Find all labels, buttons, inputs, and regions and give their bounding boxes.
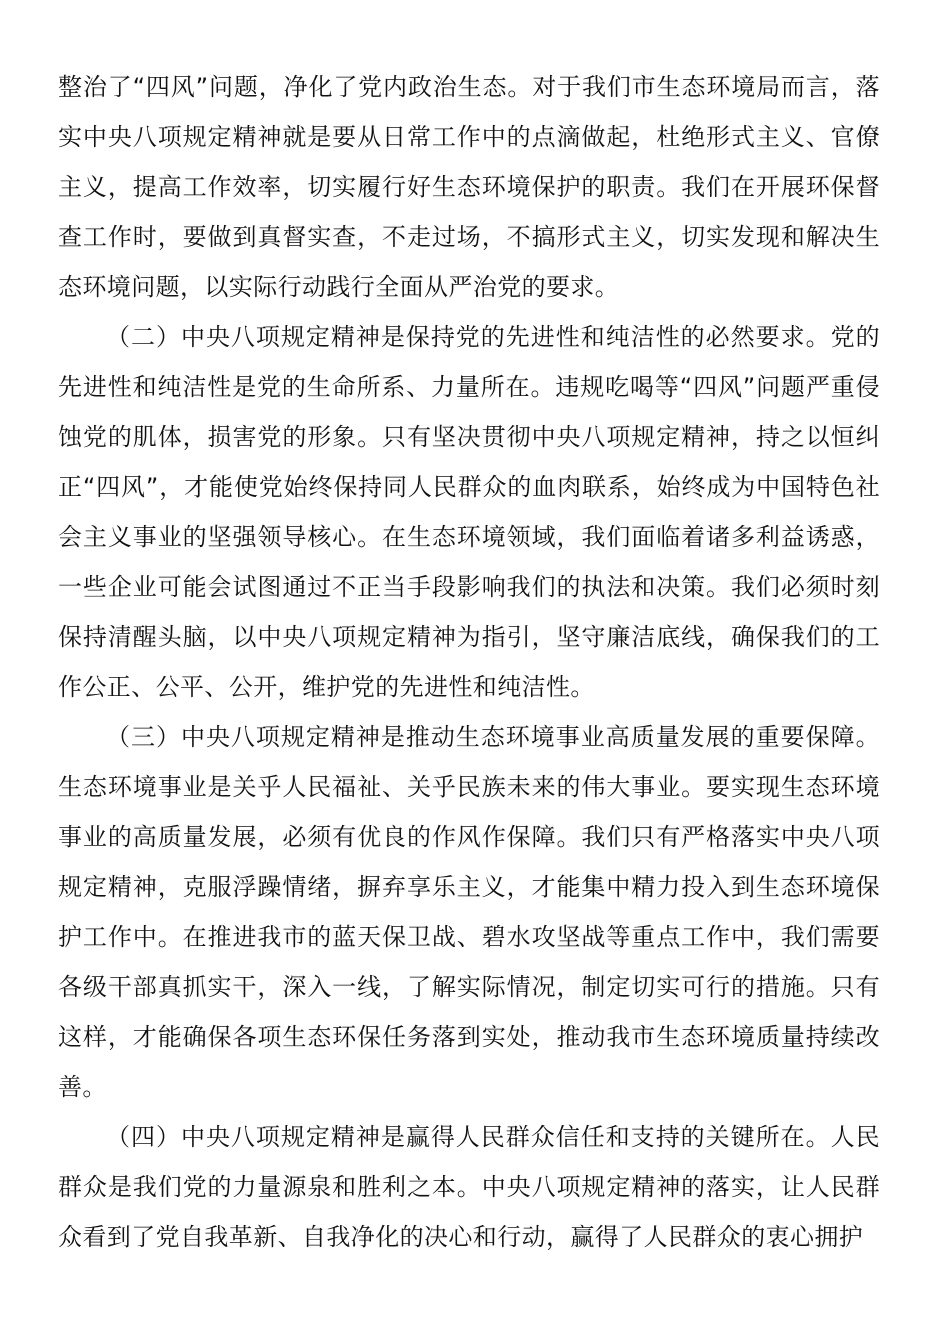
- document-body: [58, 62, 880, 1262]
- paragraph-section-4: （四）中央八项规定精神是赢得人民群众信任和支持的关键所在。人民群众是我们党的力量源泉和胜利之本。中央八项规定精神的落实，让人民群众看到了党自我革新、自我净化的决心和行动，赢得了人民群众的衷心拥护: [58, 1123, 880, 1251]
- paragraph-section-2: （二）中央八项规定精神是保持党的先进性和纯洁性的必然要求。党的先进性和纯洁性是党的生命所系、力量所在。违规吃喝等“四风”问题严重侵蚀党的肌体，损害党的形象。只有坚决贯彻中央八项规定精神，持之以恒纠正“四风”，才能使党始终保持同人民群众的血肉联系，始终成为中国特色社会主义事业的坚强领导核心。在生态环境领域，我们面临着诸多利益诱惑，一些企业可能会试图通过不正当手段影响我们的执法和决策。我们必须时刻保持清醒头脑，以中央八项规定精神为指引，坚守廉洁底线，确保我们的工作公正、公平、公开，维护党的先进性和纯洁性。: [58, 323, 880, 701]
- paragraph-section-3: （三）中央八项规定精神是推动生态环境事业高质量发展的重要保障。生态环境事业是关乎人民福祉、关乎民族未来的伟大事业。要实现生态环境事业的高质量发展，必须有优良的作风作保障。我们只有严格落实中央八项规定精神，克服浮躁情绪，摒弃享乐主义，才能集中精力投入到生态环境保护工作中。在推进我市的蓝天保卫战、碧水攻坚战等重点工作中，我们需要各级干部真抓实干，深入一线，了解实际情况，制定切实可行的措施。只有这样，才能确保各项生态环保任务落到实处，推动我市生态环境质量持续改善。: [58, 723, 880, 1101]
- paragraph-continuation: 整治了“四风”问题，净化了党内政治生态。对于我们市生态环境局而言，落实中央八项规定精神就是要从日常工作中的点滴做起，杜绝形式主义、官僚主义，提高工作效率，切实履行好生态环境保护的职责。我们在开展环保督查工作时，要做到真督实查，不走过场，不搞形式主义，切实发现和解决生态环境问题，以实际行动践行全面从严治党的要求。: [58, 73, 880, 301]
